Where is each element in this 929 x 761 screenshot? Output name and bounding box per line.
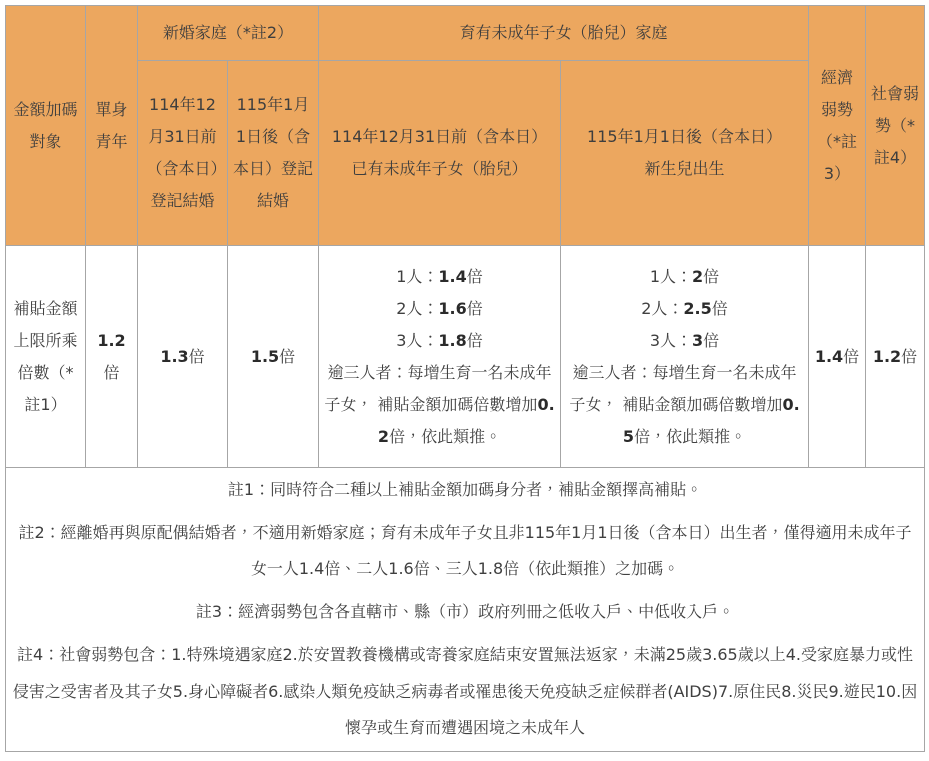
multiplier-data-row bbox=[6, 246, 925, 468]
tier-unit: 倍 bbox=[466, 266, 483, 286]
tier-unit: 倍 bbox=[703, 330, 720, 350]
extra-value: 0.5 bbox=[622, 394, 800, 446]
notes-row bbox=[6, 468, 925, 752]
cell-social-weak bbox=[866, 246, 925, 468]
tier-value: 1.4 bbox=[438, 266, 467, 286]
extra-value: 0.2 bbox=[377, 394, 555, 446]
header-social-weak: 社會弱勢（*註4） bbox=[866, 6, 925, 246]
tier-label: 2人： bbox=[641, 298, 684, 318]
header-children-group: 育有未成年子女（胎兒）家庭 bbox=[319, 6, 809, 61]
children-after-tier-3 bbox=[566, 325, 803, 357]
children-before-tier-2 bbox=[324, 293, 555, 325]
extra-pre: 逾三人者：每增生育一名未成年子女， 補貼金額加碼倍數增加 bbox=[324, 362, 552, 414]
cell-single-youth bbox=[86, 246, 138, 468]
header-children-after-line1: 115年1月1日後（含本日） bbox=[587, 127, 782, 146]
note-2: 註2：經離婚再與原配偶結婚者，不適用新婚家庭；育有未成年子女且非115年1月1日後（含本日）出生者，僅得適用未成年子女一人1.4倍、二人1.6倍、三人1.8倍（依此類推）之加碼。 bbox=[18, 522, 912, 579]
header-children-after-line2: 新生兒出生 bbox=[644, 159, 725, 178]
header-single-youth: 單身青年 bbox=[86, 6, 138, 246]
header-newlywed-before: 114年12月31日前（含本日）登記結婚 bbox=[138, 61, 228, 246]
cell-newlywed-before bbox=[138, 246, 228, 468]
tier-unit: 倍 bbox=[466, 330, 483, 350]
header-amount-target: 金額加碼對象 bbox=[6, 6, 86, 246]
tier-label: 1人： bbox=[396, 266, 439, 286]
header-newlywed-after: 115年1月1日後（含本日）登記結婚 bbox=[228, 61, 319, 246]
newlywed-after-value: 1.5 bbox=[250, 346, 280, 366]
children-after-tier-2 bbox=[566, 293, 803, 325]
tier-label: 2人： bbox=[396, 298, 439, 318]
header-children-before-line1: 114年12月31日前（含本日） bbox=[331, 127, 548, 146]
extra-pre: 逾三人者：每增生育一名未成年子女， 補貼金額加碼倍數增加 bbox=[569, 362, 797, 414]
tier-label: 3人： bbox=[649, 330, 693, 350]
tier-value: 3 bbox=[692, 330, 704, 350]
single-youth-unit: 倍 bbox=[103, 362, 120, 382]
header-children-before-line2: 已有未成年子女（胎兒） bbox=[351, 159, 528, 178]
tier-unit: 倍 bbox=[703, 266, 720, 286]
newlywed-before-value: 1.3 bbox=[160, 346, 189, 366]
children-after-extra bbox=[566, 357, 803, 453]
newlywed-after-unit: 倍 bbox=[279, 346, 296, 366]
single-youth-value: 1.2 bbox=[97, 330, 126, 350]
header-children-before bbox=[319, 61, 561, 246]
tier-label: 1人： bbox=[649, 266, 693, 286]
tier-value: 1.8 bbox=[438, 330, 467, 350]
note-1: 註1：同時符合二種以上補貼金額加碼身分者，補貼金額擇高補貼。 bbox=[227, 479, 703, 499]
tier-value: 2 bbox=[692, 266, 704, 286]
tier-unit: 倍 bbox=[711, 298, 728, 318]
header-group-row bbox=[6, 6, 925, 61]
cell-economic-weak bbox=[809, 246, 866, 468]
social-weak-unit: 倍 bbox=[901, 346, 918, 366]
economic-weak-value: 1.4 bbox=[814, 346, 844, 366]
row-label: 補貼金額上限所乘倍數（*註1） bbox=[6, 246, 86, 468]
social-weak-value: 1.2 bbox=[872, 346, 902, 366]
children-after-tier-1 bbox=[566, 261, 803, 293]
header-sub-row bbox=[6, 61, 925, 246]
cell-children-after bbox=[561, 246, 809, 468]
cell-children-before bbox=[319, 246, 561, 468]
header-economic-weak: 經濟弱勢（*註3） bbox=[809, 6, 866, 246]
note-4: 註4：社會弱勢包含：1.特殊境遇家庭2.於安置教養機構或寄養家庭結束安置無法返家，未滿25歲3.65歲以上4.受家庭暴力或性侵害之受害者及其子女5.身心障礙者6.感染人類免疫缺乏病毒者或罹患後天免疫缺乏症候群者(AIDS)7.原住民8.災民9.遊民10.因懷孕或生育而遭遇困境之未成年人 bbox=[12, 644, 918, 738]
extra-post: 倍，依此類推。 bbox=[634, 426, 747, 446]
header-children-after bbox=[561, 61, 809, 246]
extra-post: 倍，依此類推。 bbox=[389, 426, 502, 446]
children-before-tier-1 bbox=[324, 261, 555, 293]
notes-cell bbox=[6, 468, 925, 752]
note-3: 註3：經濟弱勢包含各直轄市、縣（市）政府列冊之低收入戶、中低收入戶。 bbox=[195, 602, 735, 622]
tier-value: 1.6 bbox=[438, 298, 467, 318]
children-before-extra bbox=[324, 357, 555, 453]
header-newlywed-group: 新婚家庭（*註2） bbox=[138, 6, 319, 61]
cell-newlywed-after bbox=[228, 246, 319, 468]
subsidy-multiplier-table bbox=[5, 5, 925, 752]
economic-weak-unit: 倍 bbox=[843, 346, 860, 366]
tier-value: 2.5 bbox=[683, 298, 712, 318]
children-before-tier-3 bbox=[324, 325, 555, 357]
newlywed-before-unit: 倍 bbox=[188, 346, 205, 366]
tier-label: 3人： bbox=[396, 330, 439, 350]
tier-unit: 倍 bbox=[466, 298, 483, 318]
